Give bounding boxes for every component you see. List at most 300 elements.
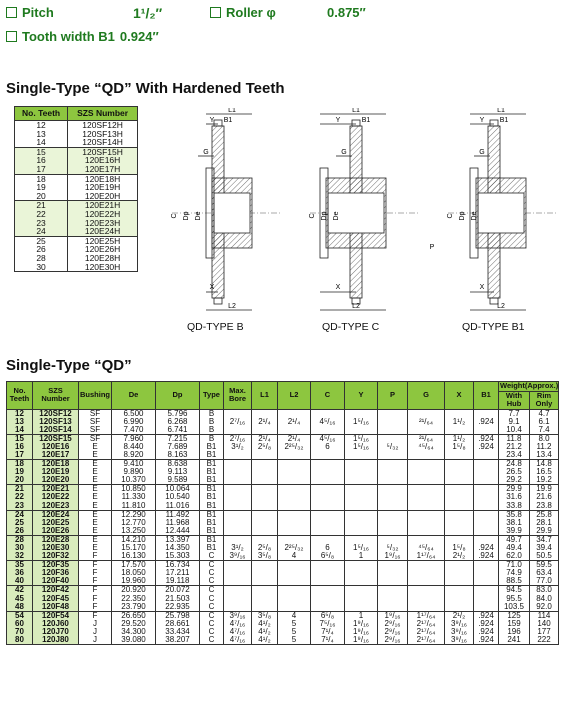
cell-with-hub: 26.5 (499, 468, 530, 476)
cell-x (445, 476, 474, 485)
cell-bore (224, 577, 252, 586)
cell-dp: 22.935 (156, 603, 200, 612)
tooth-tip (214, 298, 222, 304)
cell-teeth: 16 (7, 443, 33, 451)
cell-l2: 2¹/₄ (278, 418, 311, 426)
cell-dp: 6.741 (156, 426, 200, 435)
cell-type: C (200, 611, 224, 620)
cell-x (445, 595, 474, 603)
cell-de: 34.300 (112, 628, 156, 636)
cell-teeth: 18 (7, 460, 33, 469)
cell-dp: 13.397 (156, 535, 200, 544)
cell-with-hub: 49.4 (499, 544, 530, 552)
cell-b1 (474, 595, 499, 603)
cell-l2 (278, 460, 311, 469)
cell-l2: 4 (278, 552, 311, 561)
cell-de: 13.250 (112, 527, 156, 536)
cell-teeth: 42 (7, 586, 33, 595)
cell-c: 6 (311, 443, 345, 451)
cell-x: 1⁵/₈ (445, 443, 474, 451)
cell-dp: 17.211 (156, 569, 200, 577)
cell-teeth: 15 (7, 434, 33, 443)
cell-c (311, 451, 345, 460)
cell-g: 1¹⁷/₆₄ (408, 611, 445, 620)
cell-y (345, 519, 378, 527)
cell-bushing: E (79, 527, 112, 536)
cell-l1 (252, 569, 278, 577)
cell-x: 1¹/₂ (445, 434, 474, 443)
cell-with-hub: 31.6 (499, 493, 530, 501)
cell-with-hub: 38.1 (499, 519, 530, 527)
cell-szs: 120E25 (33, 519, 79, 527)
cell-szs: 120F32 (33, 552, 79, 561)
cell-de: 6.990 (112, 418, 156, 426)
cell-teeth: 12 (7, 409, 33, 418)
cell-g (408, 476, 445, 485)
cell-g (408, 451, 445, 460)
table-row (7, 535, 559, 544)
cell-bore: 4⁷/₁₆ (224, 620, 252, 628)
cell-g (408, 561, 445, 570)
col-c: C (311, 382, 345, 410)
cell-g (408, 519, 445, 527)
cell-y (345, 569, 378, 577)
cell-bore (224, 476, 252, 485)
cell-teeth: 19 (7, 468, 33, 476)
cell-b1: .924 (474, 628, 499, 636)
cell-p (378, 535, 408, 544)
dim-label-g: G (479, 149, 485, 156)
dim-label-g: G (341, 149, 347, 156)
cell-type: B1 (200, 544, 224, 552)
cell-teeth: 54 (7, 611, 33, 620)
cell-szs: 120E23H (68, 219, 138, 228)
cell-rim-only: 63.4 (530, 569, 559, 577)
cell-g (408, 595, 445, 603)
pitch-value: 1¹/₂″ (133, 5, 163, 21)
cell-b1: .924 (474, 611, 499, 620)
cell-szs: 120E24H (68, 227, 138, 236)
cell-y (345, 493, 378, 501)
dim-label-b1: B1 (499, 117, 509, 124)
table-row (7, 443, 559, 451)
cell-c (311, 577, 345, 586)
table-row (7, 426, 559, 435)
col-bushing: Bushing (79, 382, 112, 410)
cell-g (408, 535, 445, 544)
cell-dp: 28.661 (156, 620, 200, 628)
table-row (7, 603, 559, 612)
cell-g (408, 502, 445, 511)
cell-b1: .924 (474, 544, 499, 552)
cell-rim-only: 13.4 (530, 451, 559, 460)
cell-bushing: E (79, 493, 112, 501)
cell-y (345, 586, 378, 595)
cell-y (345, 502, 378, 511)
cell-g: ²¹/₆₄ (408, 418, 445, 426)
cell-bore (224, 561, 252, 570)
cell-y (345, 476, 378, 485)
cell-p: 2⁹/₁₆ (378, 636, 408, 645)
cell-bushing: F (79, 595, 112, 603)
cell-with-hub: 88.5 (499, 577, 530, 586)
cell-g: ⁴⁵/₆₄ (408, 544, 445, 552)
cell-teeth: 19 (15, 183, 68, 192)
cell-teeth: 35 (7, 561, 33, 570)
pitch-spec: Pitch (6, 5, 54, 20)
cell-teeth: 12 (15, 121, 68, 130)
cell-l2: 2²⁵/₃₂ (278, 544, 311, 552)
cell-type: C (200, 586, 224, 595)
cell-with-hub: 11.8 (499, 434, 530, 443)
cell-type: C (200, 595, 224, 603)
cell-c (311, 468, 345, 476)
cell-b1 (474, 577, 499, 586)
cell-l1 (252, 451, 278, 460)
cell-bore (224, 493, 252, 501)
cell-rim-only: 25.8 (530, 510, 559, 519)
dim-label-x: X (209, 284, 215, 291)
cell-szs: 120E16H (68, 156, 138, 165)
cell-de: 10.850 (112, 485, 156, 494)
table-row (7, 519, 559, 527)
cell-y (345, 468, 378, 476)
cell-x (445, 493, 474, 501)
cell-de: 11.810 (112, 502, 156, 511)
cell-type: B1 (200, 468, 224, 476)
cell-g: 1¹⁷/₆₄ (408, 552, 445, 561)
cell-rim-only: 8.0 (530, 434, 559, 443)
table-row (15, 165, 138, 174)
cell-bushing: E (79, 460, 112, 469)
cell-p: 2⁹/₁₆ (378, 620, 408, 628)
table-row (7, 460, 559, 469)
cell-bushing: E (79, 468, 112, 476)
cell-rim-only: 4.7 (530, 409, 559, 418)
cell-bore: 3⁹/₁₆ (224, 552, 252, 561)
cell-bore (224, 451, 252, 460)
cell-de: 19.960 (112, 577, 156, 586)
cell-teeth: 20 (7, 476, 33, 485)
cell-l2 (278, 603, 311, 612)
cell-l2: 2²⁵/₃₂ (278, 443, 311, 451)
cell-with-hub: 95.5 (499, 595, 530, 603)
cell-g (408, 485, 445, 494)
cell-bore (224, 409, 252, 418)
cell-y (345, 451, 378, 460)
table-row (7, 552, 559, 561)
cell-rim-only: 23.8 (530, 502, 559, 511)
cell-x: 2¹/₂ (445, 552, 474, 561)
cell-dp: 6.268 (156, 418, 200, 426)
cell-de: 39.080 (112, 636, 156, 645)
cell-bore (224, 502, 252, 511)
col-weight: Weight(Approx.) (500, 381, 559, 390)
cell-szs: 120SF14 (33, 426, 79, 435)
dim-label-dp: Dp (459, 211, 466, 221)
cell-b1 (474, 476, 499, 485)
cell-l1 (252, 561, 278, 570)
cell-szs: 120SF13H (68, 130, 138, 139)
cell-y (345, 595, 378, 603)
cell-with-hub: 21.2 (499, 443, 530, 451)
qd-spec-table (6, 381, 559, 645)
cell-rim-only: 7.4 (530, 426, 559, 435)
cell-with-hub: 62.0 (499, 552, 530, 561)
cell-p (378, 485, 408, 494)
cell-g: 2¹⁷/₆₄ (408, 628, 445, 636)
cell-dp: 25.798 (156, 611, 200, 620)
table-row (7, 451, 559, 460)
cell-bore (224, 426, 252, 435)
col-no-teeth: No. Teeth (15, 107, 68, 121)
cell-l1: 2¹/₄ (252, 434, 278, 443)
cell-p: 2⁹/₁₆ (378, 628, 408, 636)
cell-bushing: E (79, 519, 112, 527)
cell-p (378, 434, 408, 443)
cell-dp: 12.444 (156, 527, 200, 536)
cell-l1: 4¹/₂ (252, 620, 278, 628)
table-row (7, 485, 559, 494)
cell-bore: 4⁷/₁₆ (224, 636, 252, 645)
dim-label-b1: B1 (361, 117, 371, 124)
cell-b1: .924 (474, 443, 499, 451)
dim-label-c: C (171, 213, 178, 219)
cell-teeth: 70 (7, 628, 33, 636)
cell-x: 2¹/₂ (445, 611, 474, 620)
cell-x (445, 527, 474, 536)
cell-p (378, 468, 408, 476)
cell-with-hub: 94.5 (499, 586, 530, 595)
cell-c (311, 569, 345, 577)
cell-szs: 120E20 (33, 476, 79, 485)
cell-with-hub: 196 (499, 628, 530, 636)
cell-de: 26.650 (112, 611, 156, 620)
cell-teeth: 20 (15, 192, 68, 201)
cell-c: 6⁵/₈ (311, 552, 345, 561)
cell-l1: 4¹/₂ (252, 628, 278, 636)
cell-szs: 120SF12H (68, 121, 138, 130)
col-p: P (378, 382, 408, 410)
col-dp: Dp (156, 382, 200, 410)
cell-de: 12.770 (112, 519, 156, 527)
cell-type: B1 (200, 460, 224, 469)
cell-p (378, 502, 408, 511)
col-no-teeth: No. Teeth (7, 382, 33, 410)
cell-y: 1⁹/₁₆ (345, 620, 378, 628)
cell-y: 1⁹/₁₆ (345, 636, 378, 645)
dim-label-b1: B1 (223, 117, 233, 124)
cell-l1 (252, 493, 278, 501)
cell-c (311, 561, 345, 570)
cell-p (378, 510, 408, 519)
cell-with-hub: 7.7 (499, 409, 530, 418)
cell-x (445, 460, 474, 469)
table-row (7, 434, 559, 443)
cell-g (408, 586, 445, 595)
cell-szs: 120E28 (33, 535, 79, 544)
cell-bushing: SF (79, 418, 112, 426)
cell-teeth: 25 (7, 519, 33, 527)
cell-rim-only: 28.1 (530, 519, 559, 527)
cell-szs: 120F40 (33, 577, 79, 586)
cell-teeth: 36 (7, 569, 33, 577)
col-l1: L1 (252, 382, 278, 410)
col-b1: B1 (474, 382, 499, 410)
cell-de: 11.330 (112, 493, 156, 501)
dim-label-l1: L1 (497, 108, 505, 114)
cell-with-hub: 71.0 (499, 561, 530, 570)
dim-label-l2: L2 (228, 303, 236, 310)
cell-g (408, 493, 445, 501)
cell-p (378, 527, 408, 536)
table-row (7, 611, 559, 620)
cell-y (345, 485, 378, 494)
cell-p (378, 426, 408, 435)
cell-bore (224, 595, 252, 603)
cell-rim-only: 83.0 (530, 586, 559, 595)
cell-c (311, 519, 345, 527)
cell-teeth: 14 (7, 426, 33, 435)
cell-type: B (200, 434, 224, 443)
cell-with-hub: 23.4 (499, 451, 530, 460)
cell-bore (224, 603, 252, 612)
cell-p (378, 519, 408, 527)
checkbox-icon (6, 31, 17, 42)
col-y: Y (345, 382, 378, 410)
cell-with-hub: 29.9 (499, 485, 530, 494)
cell-teeth: 13 (15, 130, 68, 139)
cell-x (445, 468, 474, 476)
cell-l1 (252, 519, 278, 527)
cell-szs: 120E30 (33, 544, 79, 552)
cell-rim-only: 29.9 (530, 527, 559, 536)
cell-c: 4⁵/₁₆ (311, 418, 345, 426)
cell-de: 6.500 (112, 409, 156, 418)
cell-g (408, 426, 445, 435)
cell-l1 (252, 535, 278, 544)
cell-g: ⁴⁵/₆₄ (408, 443, 445, 451)
cell-g: 2¹⁷/₆₄ (408, 636, 445, 645)
cell-x (445, 451, 474, 460)
cell-c (311, 502, 345, 511)
table-row (7, 569, 559, 577)
cell-x: 3⁹/₁₆ (445, 620, 474, 628)
cell-szs: 120E26H (68, 245, 138, 254)
cell-teeth: 26 (7, 527, 33, 536)
cell-type: C (200, 636, 224, 645)
cell-teeth: 26 (15, 245, 68, 254)
cell-y: 1⁵/₁₆ (345, 434, 378, 443)
cell-szs: 120E22H (68, 210, 138, 219)
cell-type: B1 (200, 476, 224, 485)
tooth-tip (490, 120, 498, 126)
cell-bushing: E (79, 485, 112, 494)
table-row (7, 510, 559, 519)
cell-type: C (200, 620, 224, 628)
cell-p (378, 418, 408, 426)
cell-szs: 120E25H (68, 236, 138, 245)
cell-p (378, 476, 408, 485)
cell-dp: 7.215 (156, 434, 200, 443)
cell-type: C (200, 569, 224, 577)
cell-c (311, 535, 345, 544)
cell-y (345, 561, 378, 570)
cell-bore (224, 460, 252, 469)
cell-rim-only: 34.7 (530, 535, 559, 544)
cell-l1 (252, 603, 278, 612)
cell-teeth: 28 (15, 254, 68, 263)
cell-dp: 19.118 (156, 577, 200, 586)
cell-x (445, 485, 474, 494)
cell-teeth: 80 (7, 636, 33, 645)
cell-b1 (474, 409, 499, 418)
cell-x (445, 519, 474, 527)
cell-x: 1⁵/₈ (445, 544, 474, 552)
col-szs-number: SZS Number (68, 107, 138, 121)
cell-szs: 120E28H (68, 254, 138, 263)
cell-dp: 11.492 (156, 510, 200, 519)
cell-de: 9.410 (112, 460, 156, 469)
bore (478, 193, 524, 233)
cell-x: 3⁹/₁₆ (445, 628, 474, 636)
cell-with-hub: 9.1 (499, 418, 530, 426)
cell-l1 (252, 485, 278, 494)
dim-label-x: X (335, 284, 341, 291)
cell-bushing: SF (79, 434, 112, 443)
cell-l1: 2⁵/₈ (252, 443, 278, 451)
dim-label-y: Y (479, 117, 485, 124)
cell-b1 (474, 460, 499, 469)
cell-c (311, 493, 345, 501)
cell-with-hub: 103.5 (499, 603, 530, 612)
dim-label-l2: L2 (352, 303, 360, 310)
cell-bushing: E (79, 502, 112, 511)
cell-c (311, 595, 345, 603)
cell-p (378, 586, 408, 595)
dim-label-x: X (479, 284, 485, 291)
cell-b1: .924 (474, 636, 499, 645)
cell-g (408, 577, 445, 586)
cell-p: 1⁹/₁₆ (378, 611, 408, 620)
cell-szs: 120E23 (33, 502, 79, 511)
cell-rim-only: 21.6 (530, 493, 559, 501)
cell-bushing: E (79, 443, 112, 451)
dim-label-l1: L1 (228, 108, 236, 114)
cell-l1 (252, 426, 278, 435)
table-row (15, 263, 138, 272)
cell-szs: 120F54 (33, 611, 79, 620)
cell-b1 (474, 426, 499, 435)
cell-l1: 2¹/₄ (252, 418, 278, 426)
cell-x (445, 535, 474, 544)
cell-bushing: F (79, 552, 112, 561)
cell-l2 (278, 510, 311, 519)
cell-l2 (278, 451, 311, 460)
cell-l2: 2¹/₄ (278, 434, 311, 443)
cell-p (378, 409, 408, 418)
cell-y (345, 577, 378, 586)
cell-de: 14.210 (112, 535, 156, 544)
cell-b1: .924 (474, 620, 499, 628)
cell-b1 (474, 485, 499, 494)
table-row (15, 227, 138, 236)
cell-l2: 4 (278, 611, 311, 620)
diagram-label-type-b1: QD-TYPE B1 (462, 321, 525, 333)
cell-dp: 7.689 (156, 443, 200, 451)
cell-szs: 120E17 (33, 451, 79, 460)
cell-de: 8.920 (112, 451, 156, 460)
